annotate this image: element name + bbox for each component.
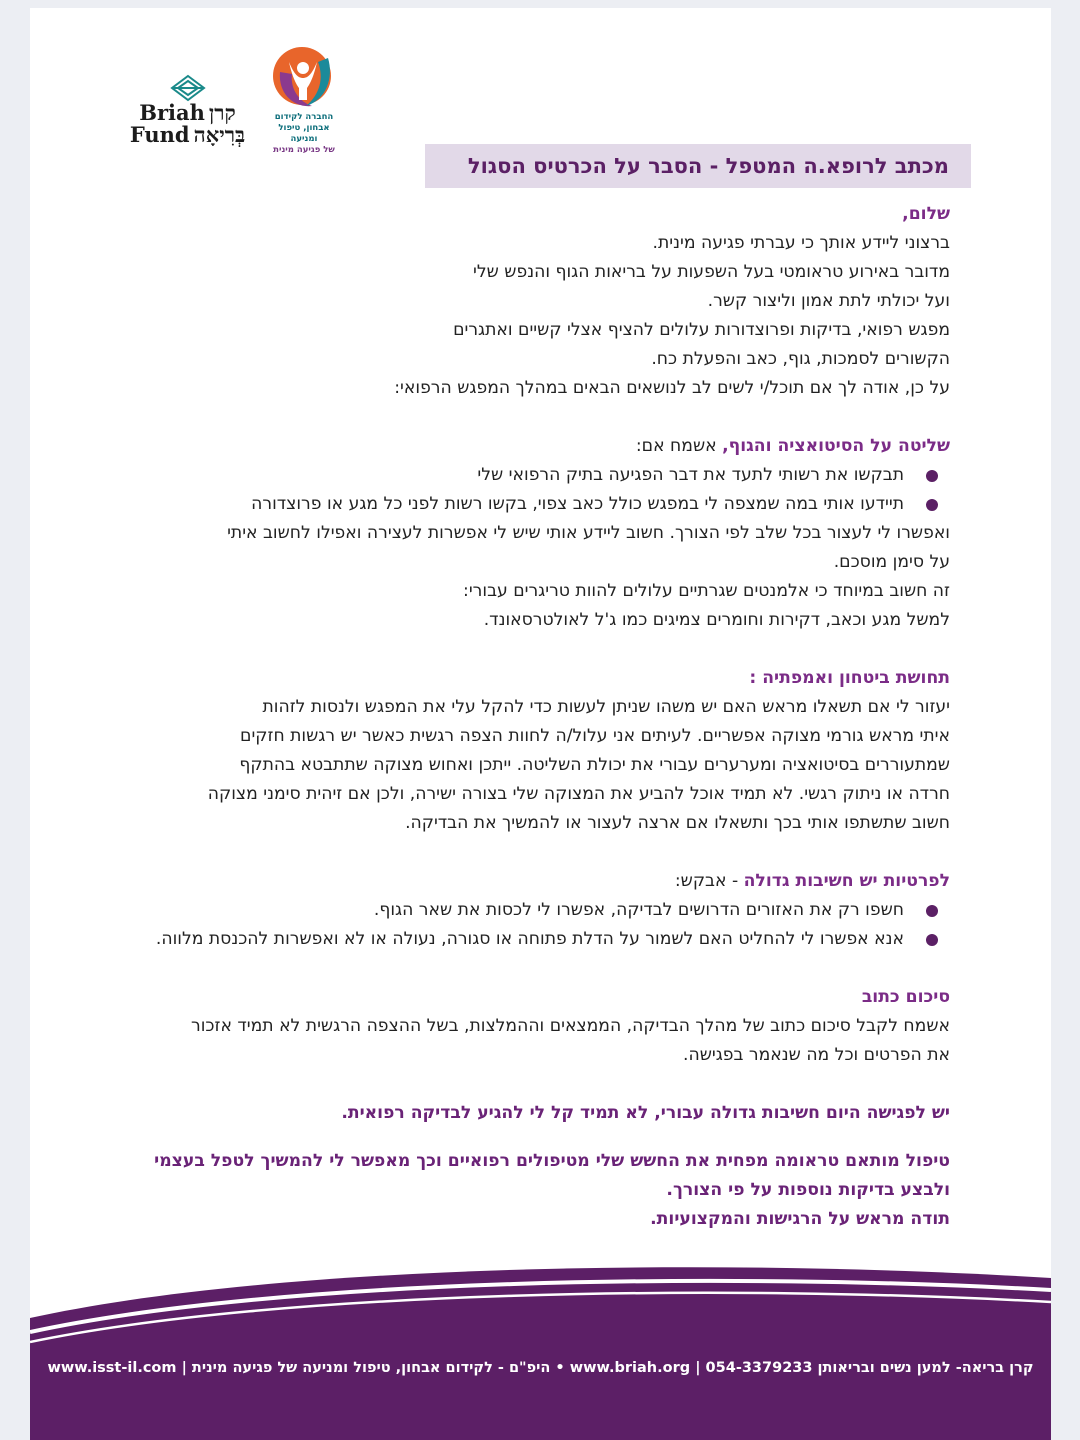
privacy-heading: לפרטיות יש חשיבות גדולה bbox=[743, 871, 950, 891]
footer-wave bbox=[30, 1258, 1051, 1440]
control-line: זה חשוב במיוחד כי אלמנטים שגרתיים עלולים להוות טריגרים עבורי: bbox=[463, 581, 950, 601]
safety-line: חרדה או ניתוק רגשי. לא תמיד אוכל להביע את המצוקה שלי בצורה ישירה, ולכן אם זיהית סימני מצוקה bbox=[207, 784, 950, 804]
isst-line-1: החברה לקידום bbox=[274, 112, 334, 122]
intro-line: הקשורים לסמכות, גוף, כאב והפעלת כח. bbox=[651, 349, 950, 369]
control-bullet-list bbox=[128, 461, 950, 519]
title-banner bbox=[425, 144, 971, 188]
briah-fund-logo bbox=[125, 74, 250, 164]
summary-line: אשמח לקבל סיכום כתוב של מהלך הבדיקה, הממצאים וההמלצות, בשל ההצפה הרגשית לא תמיד אזכור bbox=[191, 1016, 950, 1036]
safety-line: יעזור לי אם תשאלו מראש האם יש משהו שניתן לעשות כדי להקל עלי את המפגש ולנסות לזהות bbox=[262, 697, 950, 717]
safety-line: חשוב שתשתפו אותי בכך ותשאלו אם ארצה לעצור או להמשיך את הבדיקה. bbox=[405, 813, 950, 833]
control-line: ואפשרו לי לעצור בכל שלב לפי הצורך. חשוב ליידע אותי שיש לי אפשרות לעצירה ואפילו לחשוב איתי bbox=[227, 523, 950, 543]
list-item: תבקשו את רשותי לתעד את דבר הפגיעה בתיק הרפואי שלי bbox=[128, 461, 950, 490]
safety-line: איתי מראש גורמי מצוקה אפשריים. לעיתים אני עלול/ה לחוות הצפה רגשית כאשר יש רגשות חזקים bbox=[240, 726, 950, 746]
list-item: תיידעו אותי במה שמצפה לי במפגש כולל כאב צפוי, בקשו רשות לפני כל מגע או פרוצדורה bbox=[128, 490, 950, 519]
closing-line-3: תודה מראש על הרגישות והמקצועיות. bbox=[650, 1209, 950, 1229]
briah-en-word: Briah bbox=[139, 100, 205, 125]
footer-contact: קרן בריאה- למען נשים ובריאותן 054-3379233 | www.briah.org • היפ"ם - לקידום אבחון, טיפול ומניעה של פגיעה מינית | www.isst-il.com bbox=[47, 1360, 1034, 1376]
letter-body bbox=[128, 200, 950, 1234]
logos-area bbox=[125, 44, 365, 164]
list-item: חשפו רק את האזורים הדרושים לבדיקה, אפשרו לי לכסות את שאר הגוף. bbox=[128, 896, 950, 925]
summary-line: את הפרטים וכל מה שנאמר בפגישה. bbox=[683, 1045, 950, 1065]
intro-line: מדובר באירוע טראומטי בעל השפעות על בריאות הגוף והנפש שלי bbox=[473, 262, 950, 282]
privacy-heading-rest: - אבקש: bbox=[674, 871, 744, 891]
control-heading: שליטה על הסיטואציה והגוף, bbox=[722, 436, 950, 456]
briah-he-bottom: בְּרִיאָה bbox=[193, 122, 246, 147]
safety-line: שמתעוררים בסיטואציה ומערערים עבורי את יכולת השליטה. ייתכן ואחוש מצוקה שתתבטא בהתקף bbox=[239, 755, 950, 775]
list-item: אנא אפשרו לי להחליט האם לשמור על הדלת פתוחה או סגורה, נעולה או לא ואפשרות להכנסת מלווה. bbox=[128, 925, 950, 954]
intro-line: מפגש רפואי, בדיקות ופרוצדורות עלולים להציף אצלי קשיים ואתגרים bbox=[453, 320, 950, 340]
intro-line: על כן, אודה לך אם תוכל/י לשים לב לנושאים הבאים במהלך המפגש הרפואי: bbox=[394, 378, 950, 398]
safety-heading: תחושת ביטחון ואמפתיה : bbox=[749, 668, 950, 688]
isst-figure-icon bbox=[272, 44, 336, 110]
closing-line-1: יש לפגישה היום חשיבות גדולה עבורי, לא תמיד קל לי להגיע לבדיקה רפואית. bbox=[341, 1103, 950, 1123]
control-line: על סימן מוסכם. bbox=[833, 552, 950, 572]
privacy-bullet-list bbox=[128, 896, 950, 954]
control-heading-line bbox=[128, 432, 950, 461]
intro-line: ברצוני ליידע אותך כי עברתי פגיעה מינית. bbox=[652, 233, 950, 253]
privacy-heading-line bbox=[128, 867, 950, 896]
control-line: למשל מגע וכאב, דקירות וחומרים צמיגים כמו ג'ל לאולטרסאונד. bbox=[483, 610, 950, 630]
control-heading-rest: אשמח אם: bbox=[635, 436, 723, 456]
intro-line: ועל יכולתי לתת אמון וליצור קשר. bbox=[707, 291, 950, 311]
summary-heading: סיכום כתוב bbox=[861, 987, 950, 1007]
closing-line-2a: טיפול מותאם טראומה מפחית את החשש שלי מטיפולים רפואיים וכך מאפשר לי להמשיך לטפל בעצמי bbox=[154, 1151, 950, 1171]
closing-line-2b: ולבצע בדיקות נוספות על פי הצורך. bbox=[666, 1180, 950, 1200]
greeting: שלום, bbox=[902, 204, 950, 224]
page-title: מכתב לרופא.ה המטפל - הסבר על הכרטיס הסגול bbox=[467, 154, 949, 178]
briah-fund-word: Fund bbox=[129, 122, 190, 147]
isst-line-3: של פגיעה מינית bbox=[273, 145, 335, 155]
document-page bbox=[30, 8, 1051, 1440]
isst-line-2: אבחון, טיפול ומניעה bbox=[278, 123, 330, 144]
briah-he-top: קרן bbox=[208, 100, 236, 125]
isst-logo bbox=[265, 44, 343, 156]
